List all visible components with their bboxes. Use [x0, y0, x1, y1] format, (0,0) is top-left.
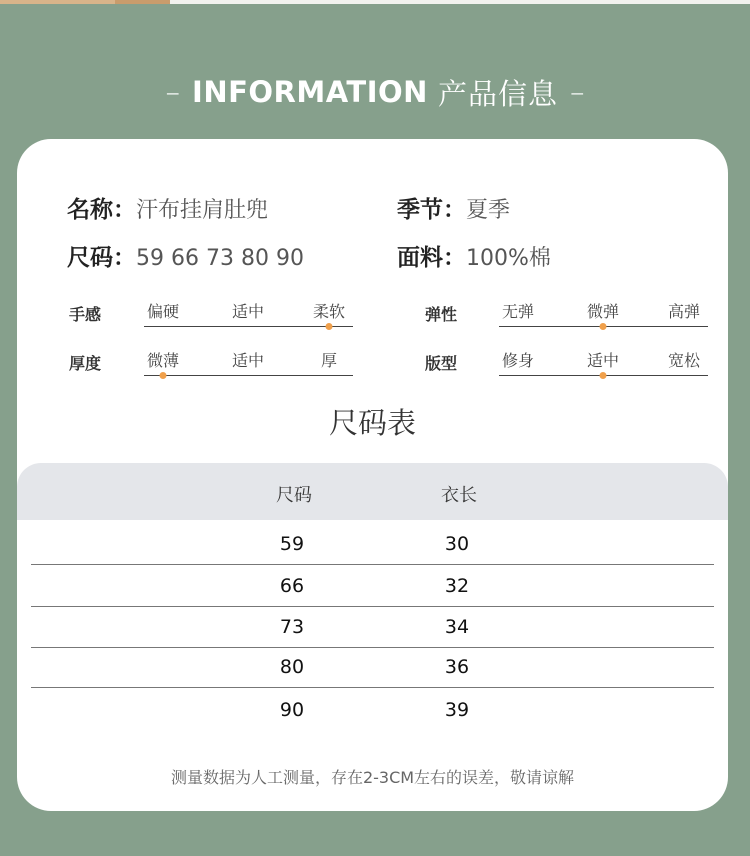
fit-scale: [499, 346, 708, 376]
scale-option: 适中: [586, 351, 620, 370]
scale-line: [144, 326, 353, 328]
fabric-label: 面料：: [397, 245, 466, 271]
scale-option: 偏硬: [146, 302, 180, 321]
row-divider: [31, 687, 714, 688]
table-row: [31, 646, 714, 688]
table-row: [31, 523, 714, 565]
column-header-size: 尺码: [276, 485, 312, 506]
fabric-value: 100%棉: [466, 246, 551, 271]
scale-option: 无弹: [501, 302, 535, 321]
scale-option: 微薄: [146, 351, 180, 370]
cell-size: 66: [279, 575, 305, 597]
feel-scale: [144, 297, 353, 327]
size-table-header: [17, 463, 728, 520]
season-label: 季节：: [397, 197, 466, 223]
measurement-note: 测量数据为人工测量，存在2-3CM左右的误差，敬请谅解: [170, 768, 575, 787]
size-table-title: 尺码表: [328, 406, 416, 440]
top-accent-bar: [0, 0, 750, 4]
attr-label-thickness: 厚度: [69, 354, 102, 373]
accent-strip: [0, 0, 115, 4]
section-header: [0, 72, 750, 112]
name-value: 汗布挂肩肚兜: [136, 198, 269, 223]
column-header-length: 衣长: [441, 485, 477, 506]
scale-option: 宽松: [667, 351, 701, 370]
header-title-cn: 产品信息: [437, 76, 558, 111]
table-row: [31, 606, 714, 648]
scale-option: 适中: [231, 302, 265, 321]
info-name: [67, 191, 268, 224]
scale-option: 柔软: [312, 302, 346, 321]
scale-selected-dot: [600, 323, 607, 330]
cell-length: 32: [444, 575, 470, 597]
attr-label-feel: 手感: [69, 305, 102, 324]
header-dash-right: –: [569, 75, 585, 109]
season-value: 夏季: [466, 198, 511, 223]
thickness-scale: [144, 346, 353, 376]
scale-selected-dot: [160, 372, 167, 379]
info-season: [397, 191, 510, 224]
attr-label-fit: 版型: [425, 354, 458, 373]
table-row: [31, 689, 714, 731]
scale-option: 厚: [320, 351, 338, 370]
scale-option: 适中: [231, 351, 265, 370]
cell-length: 34: [444, 616, 470, 638]
scale-selected-dot: [600, 372, 607, 379]
header-title-en: INFORMATION: [192, 75, 428, 109]
name-label: 名称：: [67, 197, 136, 223]
accent-strip: [115, 0, 170, 4]
size-value: 59 66 73 80 90: [136, 246, 304, 271]
cell-size: 80: [279, 656, 305, 678]
attr-label-elasticity: 弹性: [425, 305, 458, 324]
scale-selected-dot: [326, 323, 333, 330]
scale-option: 修身: [501, 351, 535, 370]
cell-length: 39: [444, 699, 470, 721]
info-size: [67, 239, 304, 272]
cell-size: 73: [279, 616, 305, 638]
scale-line: [144, 375, 353, 377]
cell-length: 36: [444, 656, 470, 678]
cell-length: 30: [444, 533, 470, 555]
header-dash-left: –: [165, 75, 181, 109]
info-fabric: [397, 239, 551, 272]
size-label: 尺码：: [67, 245, 136, 271]
cell-size: 59: [279, 533, 305, 555]
scale-option: 高弹: [667, 302, 701, 321]
cell-size: 90: [279, 699, 305, 721]
elasticity-scale: [499, 297, 708, 327]
info-card: [17, 139, 728, 811]
scale-option: 微弹: [586, 302, 620, 321]
table-row: [31, 565, 714, 607]
